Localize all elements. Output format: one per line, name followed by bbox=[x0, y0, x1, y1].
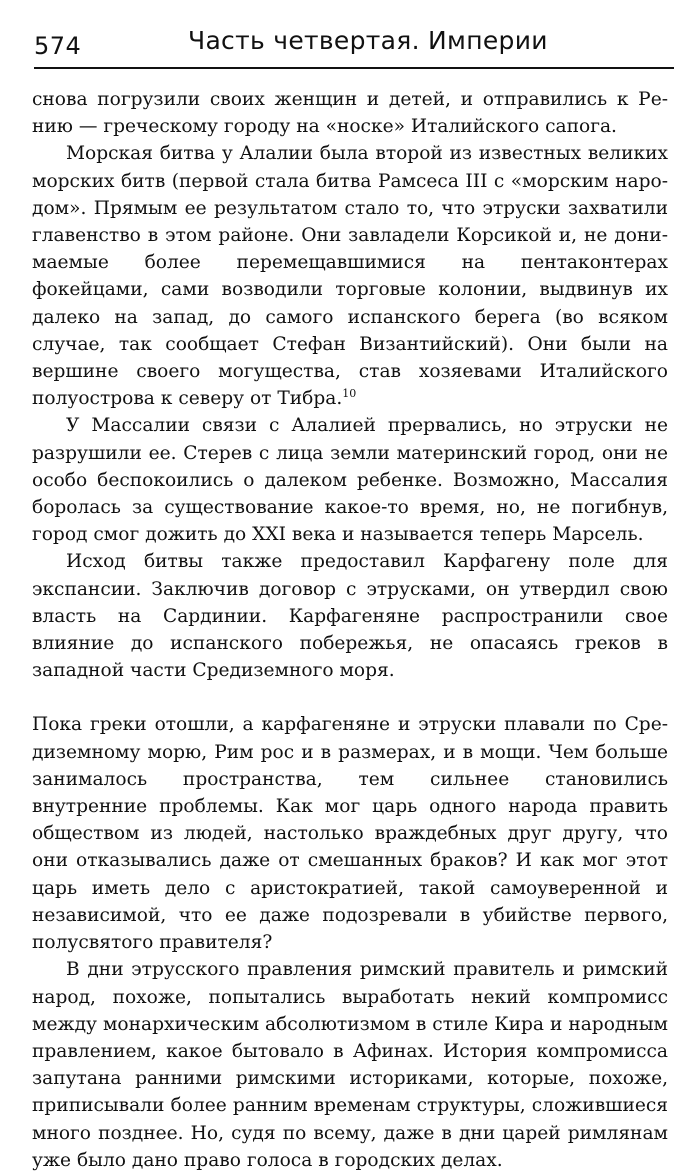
paragraph-carthage bbox=[32, 548, 668, 684]
paragraph-etruscan-rule bbox=[32, 956, 668, 1174]
paragraph-battle-of-alalia bbox=[32, 140, 668, 412]
paragraph-massalia bbox=[32, 412, 668, 548]
paragraph-continuation bbox=[32, 86, 668, 140]
paragraph-text: Пока греки отошли, а карфагеняне и этруски плавали по Средиземному морю, Рим рос и в размерах, и в мощи. Чем больше занималось пространства, тем сильнее становились внутренние проблемы. Как мог царь одного народа править обществом из людей, настолько враждебных друг другу, что они отказывались даже от смешанных браков? И как мог этот царь иметь дело с аристократией, такой самоуверенной и независимой, что ее даже подозревали в убийстве первого, полусвятого правителя? bbox=[32, 714, 668, 954]
paragraph-text: В дни этрусского правления римский правитель и римский народ, похоже, попытались выработать некий компромисс между монархическим абсолютизмом в стиле Кира и народным правлением, какое бытовало в Афинах. История компромисса запутана ранними римскими историками, которые, похоже, приписывали более ранним временам структуры, сложившиеся много позднее. Но, судя по всему, даже в дни царей римлянам уже было дано право голоса в городских делах. bbox=[32, 959, 668, 1171]
paragraph-rome-growth bbox=[32, 711, 668, 956]
running-title: Часть четвертая. Империи bbox=[188, 26, 548, 55]
footnote-reference: 10 bbox=[342, 387, 357, 401]
page-header bbox=[34, 22, 674, 62]
paragraph-text: У Массалии связи с Алалией прервались, но этруски не разрушили ее. Стерев с лица земли материнский город, они не особо беспокоились о далеком ребенке. Возможно, Массалия боролась за существование какое-то время, но, не погибнув, город смог дожить до XXI века и называется теперь Марсель. bbox=[32, 415, 668, 546]
paragraph-text: Исход битвы также предоставил Карфагену поле для экспансии. Заключив договор с этрусками, он утвердил свою власть на Сардинии. Карфагеняне распространили свое влияние до испанского побережья, не опасаясь греков в западной части Средиземного моря. bbox=[32, 551, 668, 682]
paragraph-text: Морская битва у Алалии была второй из известных великих морских битв (первой стала битва Рамсеса III с «морским народом». Прямым ее результатом стало то, что этруски захватили главенство в этом районе. Они завладели Корсикой и, не донимаемые более перемещавшимися на пентаконтерах фокейцами, сами возводили торговые колонии, выдвинув их далеко на запад, до самого испанского берега (во всяком случае, так сообщает Стефан Византийский). Они были на вершине своего могущества, став хозяевами Италийского полуострова к северу от Тибра. bbox=[32, 143, 668, 410]
page-number: 574 bbox=[34, 32, 82, 60]
body-text bbox=[32, 86, 668, 1174]
header-divider bbox=[34, 67, 674, 69]
paragraph-text: снова погрузили своих женщин и детей, и отправились к Рению — греческому городу на «носке» Италийского сапога. bbox=[32, 89, 668, 138]
section-break bbox=[32, 684, 668, 711]
